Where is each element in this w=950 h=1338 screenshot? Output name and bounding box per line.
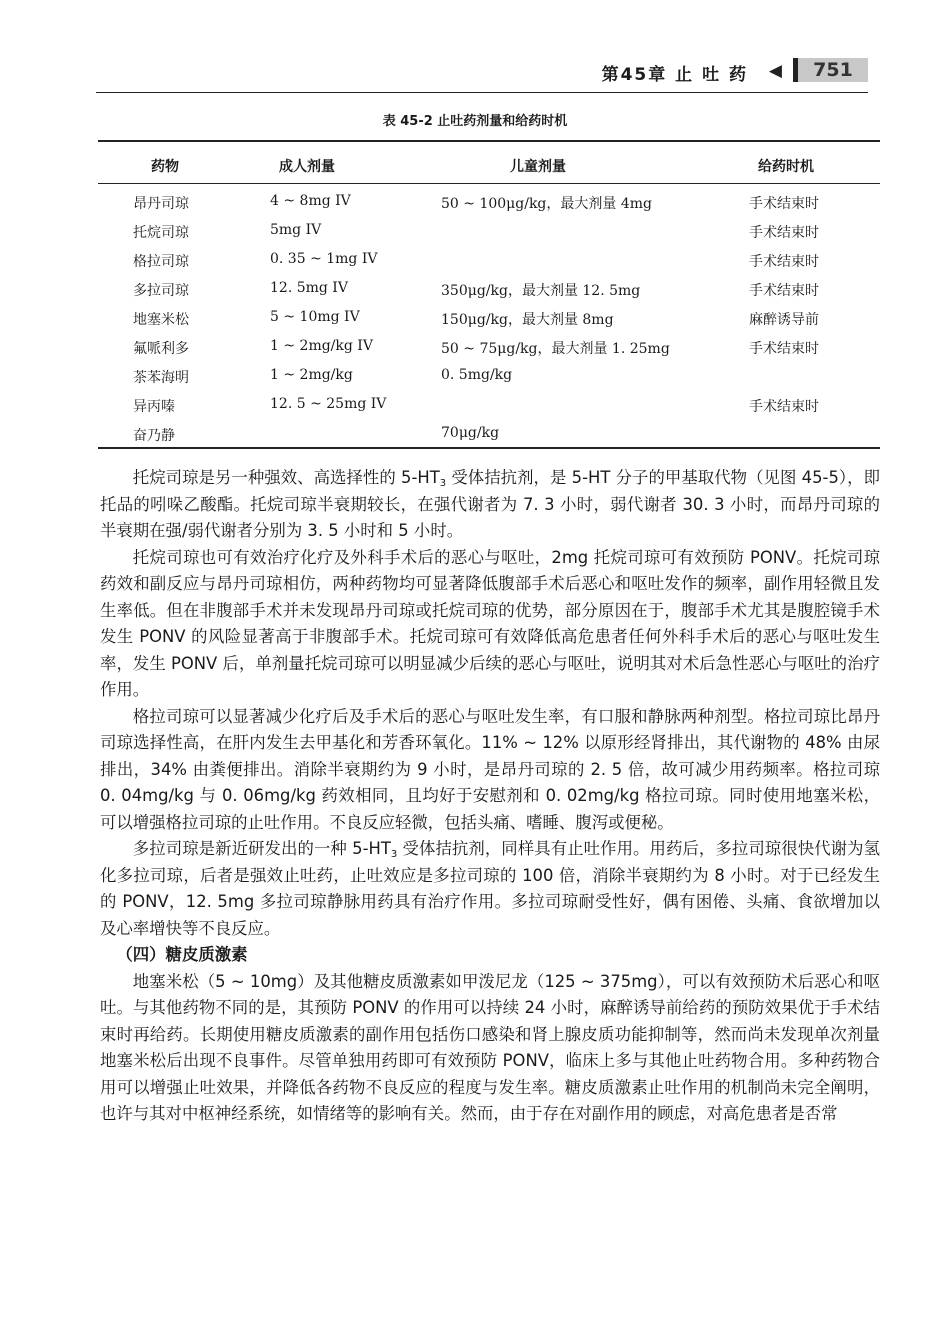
drug-name: 茶苯海明 xyxy=(133,370,189,386)
paragraph-granisetron: 格拉司琼可以显著减少化疗后及手术后的恶心与呕吐发生率，有口服和静脉两种剂型。格拉司琼比昂丹司琼选择性高，在肝内发生去甲基化和芳香环氧化。11% ~ 12% 以原形经肾排出，其代谢物的 48% 由尿排出，34% 由粪便排出。消除半衰期约为 9 小时，是昂丹司琼的 2. 5 倍，故可减少用药频率。格拉司琼 0. 04mg/kg 与 0. 06mg/kg 药效相同，且均好于安慰剂和 0. 02mg/kg 格拉司琼。同时使用地塞米松，可以增强格拉司琼的止吐作用。不良反应轻微，包括头痛、嗜睡、腹泻或便秘。 xyxy=(100,706,880,832)
page-header xyxy=(96,52,868,93)
child-dose: 50 ~ 75μg/kg，最大剂量 1. 25mg xyxy=(441,341,670,357)
drug-name: 昂丹司琼 xyxy=(133,196,189,212)
page-arrow-icon: ◀ xyxy=(768,61,782,81)
dosing-time: 麻醉诱导前 xyxy=(749,312,819,328)
dosing-time: 手术结束时 xyxy=(749,341,819,357)
paragraph-tropisetron-efficacy: 托烷司琼也可有效治疗化疗及外科手术后的恶心与呕吐，2mg 托烷司琼可有效预防 PONV。托烷司琼药效和副反应与昂丹司琼相仿，两种药物均可显著降低腹部手术后恶心和呕吐发作的频率，副作用轻微且发生率低。但在非腹部手术并未发现昂丹司琼或托烷司琼的优势，部分原因在于，腹部手术尤其是腹腔镜手术发生 PONV 的风险显著高于非腹部手术。托烷司琼可有效降低高危患者任何外科手术后的恶心与呕吐发生率，发生 PONV 后，单剂量托烷司琼可以明显减少后续的恶心与呕吐，说明其对术后急性恶心与呕吐的治疗作用。 xyxy=(100,547,880,699)
adult-dose: 1 ~ 2mg/kg xyxy=(270,367,353,383)
table-caption: 表 45-2 止吐药剂量和给药时机 xyxy=(382,114,568,129)
paragraph-tropisetron: 托烷司琼是另一种强效、高选择性的 $5-HT_3$ 受体拮抗剂，是 5-HT 分子的甲基取代物（见图 45-5），即托品的吲哚乙酸酯。托烷司琼半衰期较长，在强代谢者为 7. 3 小时，弱代谢者 30. 3 小时，而昂丹司琼的半衰期在强/弱代谢者分别为 3. 5 小时和 5 小时。 xyxy=(100,468,880,540)
drug-name: 异丙嗪 xyxy=(133,399,175,415)
child-dose: 50 ~ 100μg/kg，最大剂量 4mg xyxy=(441,196,652,212)
adult-dose: 5mg IV xyxy=(270,222,322,238)
paragraph-dexamethasone: 地塞米松（5 ~ 10mg）及其他糖皮质激素如甲泼尼龙（125 ~ 375mg），可以有效预防术后恶心和呕吐。与其他药物不同的是，其预防 PONV 的作用可以持续 24 小时，麻醉诱导前给药的预防效果优于手术结束时再给药。长期使用糖皮质激素的副作用包括伤口感染和肾上腺皮质功能抑制等，然而尚未发现单次剂量地塞米松后出现不良事件。尽管单独用药即可有效预防 PONV，临床上多与其他止吐药物合用。多种药物合用可以增强止吐效果，并降低各药物不良反应的程度与发生率。糖皮质激素止吐作用的机制尚未完全阐明，也许与其对中枢神经系统，如情绪等的影响有关。然而，由于存在对副作用的顾虑，对高危患者是否常 xyxy=(100,971,880,1123)
page-number: 751 xyxy=(793,58,868,82)
child-dose: 350μg/kg，最大剂量 12. 5mg xyxy=(441,283,641,299)
column-header-drug: 药物 xyxy=(151,159,179,175)
table-bottom-rule xyxy=(98,447,880,449)
column-header-timing: 给药时机 xyxy=(758,159,814,175)
table-header-rule xyxy=(98,183,880,184)
drug-name: 氟哌利多 xyxy=(133,341,189,357)
column-header-child-dose: 儿童剂量 xyxy=(510,159,566,175)
chapter-title: 第45章 止 吐 药 xyxy=(601,65,748,85)
drug-name: 托烷司琼 xyxy=(133,225,189,241)
dosing-time: 手术结束时 xyxy=(749,254,819,270)
drug-name: 多拉司琼 xyxy=(133,283,189,299)
adult-dose: 12. 5 ~ 25mg IV xyxy=(270,396,387,412)
paragraph-dolasetron: 多拉司琼是新近研发出的一种 $5-HT_3$ 受体拮抗剂，同样具有止吐作用。用药后，多拉司琼很快代谢为氢化多拉司琼，后者是强效止吐药，止吐效应是多拉司琼的 100 倍，消除半衰期约为 8 小时。对于已经发生的 PONV，12. 5mg 多拉司琼静脉用药具有治疗作用。多拉司琼耐受性好，偶有困倦、头痛、食欲增加以及心率增快等不良反应。 xyxy=(100,839,880,938)
adult-dose: 1 ~ 2mg/kg IV xyxy=(270,338,373,354)
section-heading: （四）糖皮质激素 xyxy=(116,945,248,964)
adult-dose: 12. 5mg IV xyxy=(270,280,348,296)
child-dose: 0. 5mg/kg xyxy=(441,367,513,383)
dosing-time: 手术结束时 xyxy=(749,283,819,299)
adult-dose: 5 ~ 10mg IV xyxy=(270,309,360,325)
drug-name: 奋乃静 xyxy=(133,428,175,444)
body-text xyxy=(100,465,880,1128)
dosing-time: 手术结束时 xyxy=(749,196,819,212)
dosing-time: 手术结束时 xyxy=(749,399,819,415)
table-top-rule xyxy=(98,140,880,142)
child-dose: 150μg/kg，最大剂量 8mg xyxy=(441,312,614,328)
child-dose: 70μg/kg xyxy=(441,425,500,441)
drug-name: 地塞米松 xyxy=(133,312,189,328)
adult-dose: 0. 35 ~ 1mg IV xyxy=(270,251,378,267)
dosing-time: 手术结束时 xyxy=(749,225,819,241)
column-header-adult-dose: 成人剂量 xyxy=(279,159,335,175)
drug-name: 格拉司琼 xyxy=(133,254,189,270)
adult-dose: 4 ~ 8mg IV xyxy=(270,193,351,209)
